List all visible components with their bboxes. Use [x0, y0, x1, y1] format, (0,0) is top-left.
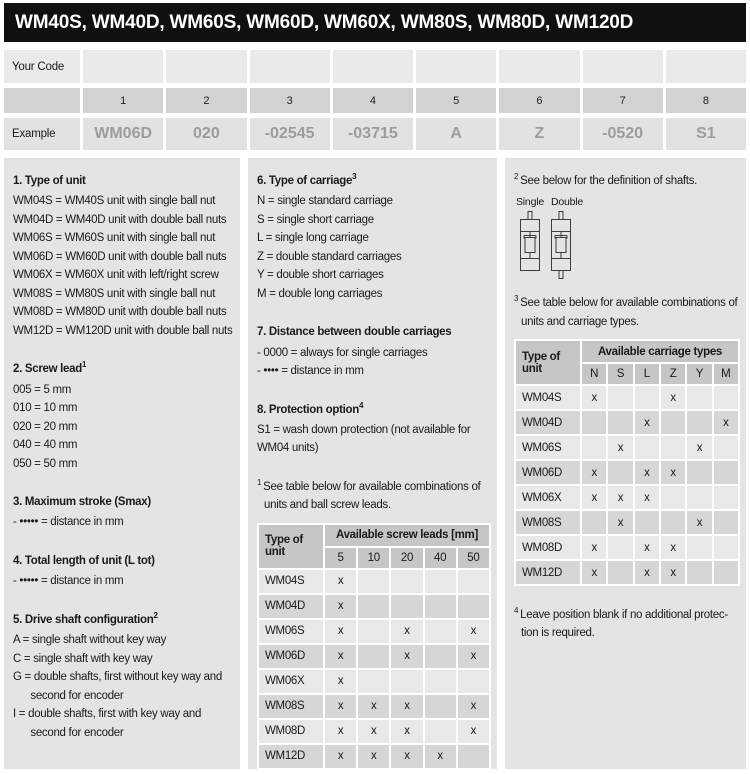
content-columns: [4, 158, 746, 769]
availability-mark: x: [391, 745, 422, 768]
availability-empty-cell: [391, 595, 422, 618]
position-row-spacer: [4, 88, 80, 113]
availability-mark: x: [391, 645, 422, 668]
ordering-code-table: [4, 50, 746, 150]
section-4-heading: 4. Total length of unit (L tot): [13, 554, 155, 567]
position-number-cell: 3: [250, 88, 330, 113]
availability-empty-cell: [358, 595, 389, 618]
position-number-cell: 5: [416, 88, 496, 113]
availability-mark: x: [714, 411, 738, 434]
your-code-blank-cell: [83, 50, 163, 83]
double-shaft-label: Double: [551, 196, 584, 209]
footnote-1: $^1$ See table below for available combinations of units and ball screw leads.: [257, 477, 481, 512]
footnote-3: $^3$ See table below for available combinations of units and carriage types.: [514, 294, 738, 328]
protection-option-line: WM04 units): [257, 442, 319, 455]
carriage-type-line: Y = double short carriages: [257, 269, 384, 282]
availability-empty-cell: [661, 511, 685, 534]
section-7-heading: 7. Distance between double carriages: [257, 326, 452, 339]
your-code-label: Your Code: [4, 50, 80, 83]
column-header: 10: [358, 548, 389, 568]
screw-lead-line: 010 = 10 mm: [13, 402, 78, 415]
availability-empty-cell: [358, 570, 389, 593]
page-title-bar: [4, 3, 746, 42]
unit-type-line: WM12D = WM120D unit with double ball nuts: [13, 324, 233, 337]
double-shaft-figure: [549, 210, 573, 280]
carriage-distance-line: - •••• = distance in mm: [257, 365, 364, 378]
availability-empty-cell: [582, 511, 606, 534]
availability-mark: x: [325, 570, 356, 593]
column-header: 40: [425, 548, 456, 568]
section-8-heading: 8. Protection option$^4$: [257, 400, 364, 416]
table-row: [259, 595, 489, 618]
availability-empty-cell: [425, 620, 456, 643]
screw-lead-line: 005 = 5 mm: [13, 383, 72, 396]
column-header: N: [582, 364, 606, 384]
single-shaft-figure: [518, 210, 542, 280]
column-header: 50: [458, 548, 489, 568]
availability-empty-cell: [687, 461, 711, 484]
availability-mark: x: [661, 536, 685, 559]
availability-empty-cell: [714, 461, 738, 484]
section-screw-lead: [13, 356, 234, 473]
screw-lead-line: 050 = 50 mm: [13, 457, 78, 470]
example-value-cell: Z: [499, 118, 579, 150]
unit-name-cell: WM06S: [516, 436, 580, 459]
section-1-heading: 1. Type of unit: [13, 174, 86, 187]
availability-empty-cell: [714, 486, 738, 509]
availability-mark: x: [358, 720, 389, 743]
unit-name-cell: WM06S: [259, 620, 323, 643]
availability-empty-cell: [687, 536, 711, 559]
unit-name-cell: WM04D: [516, 411, 580, 434]
availability-mark: x: [582, 386, 606, 409]
your-code-blank-cell: [166, 50, 246, 83]
table-row: [259, 720, 489, 743]
your-code-blank-cell: [499, 50, 579, 83]
total-length-line: - ••••• = distance in mm: [13, 575, 124, 588]
unit-name-cell: WM08S: [516, 511, 580, 534]
availability-empty-cell: [635, 386, 659, 409]
your-code-blank-cell: [583, 50, 663, 83]
availability-empty-cell: [358, 670, 389, 693]
unit-type-line: WM04S = WM40S unit with single ball nut: [13, 195, 216, 208]
position-number-cell: 8: [666, 88, 746, 113]
example-value-cell: -0520: [583, 118, 663, 150]
table-row: [516, 386, 738, 409]
availability-mark: x: [582, 561, 606, 584]
column-header: L: [635, 364, 659, 384]
drive-shaft-line: I = double shafts, first with key way and: [13, 708, 202, 721]
availability-mark: x: [635, 461, 659, 484]
example-row: [4, 118, 746, 150]
availability-mark: x: [582, 536, 606, 559]
unit-name-cell: WM06D: [259, 645, 323, 668]
availability-empty-cell: [687, 411, 711, 434]
availability-empty-cell: [608, 536, 632, 559]
table-row: [259, 570, 489, 593]
section-carriage-distance: [257, 319, 491, 380]
carriage-types-table: [514, 339, 740, 586]
availability-empty-cell: [635, 511, 659, 534]
column-header: Y: [687, 364, 711, 384]
your-code-blank-cell: [666, 50, 746, 83]
section-max-stroke: [13, 489, 234, 532]
availability-empty-cell: [582, 411, 606, 434]
unit-name-cell: WM06D: [516, 461, 580, 484]
table-row: [516, 436, 738, 459]
carriage-distance-line: - 0000 = always for single carriages: [257, 346, 428, 359]
unit-name-cell: WM06X: [516, 486, 580, 509]
availability-mark: x: [391, 695, 422, 718]
column-header: 20: [391, 548, 422, 568]
unit-name-cell: WM04D: [259, 595, 323, 618]
panel-middle: [248, 158, 497, 769]
availability-mark: x: [325, 720, 356, 743]
carriage-type-line: M = double long carriages: [257, 287, 383, 300]
unit-type-line: WM06X = WM60X unit with left/right screw: [13, 269, 219, 282]
availability-empty-cell: [425, 595, 456, 618]
availability-mark: x: [635, 486, 659, 509]
example-value-cell: 020: [166, 118, 246, 150]
availability-mark: x: [661, 561, 685, 584]
section-3-heading: 3. Maximum stroke (Smax): [13, 495, 151, 508]
availability-empty-cell: [661, 411, 685, 434]
table-row: [516, 486, 738, 509]
unit-type-line: WM08D = WM80D unit with double ball nuts: [13, 306, 227, 319]
availability-mark: x: [635, 561, 659, 584]
your-code-blank-cell: [333, 50, 413, 83]
unit-type-line: WM04D = WM40D unit with double ball nuts: [13, 213, 227, 226]
availability-mark: x: [391, 720, 422, 743]
availability-mark: x: [325, 645, 356, 668]
footnote-4: $^4$ Leave position blank if no additional protection is required.: [514, 606, 729, 640]
availability-empty-cell: [458, 745, 489, 768]
panel-right: [505, 158, 746, 769]
section-total-length: [13, 548, 234, 591]
carriage-type-line: Z = double standard carriages: [257, 250, 402, 263]
unit-name-cell: WM08D: [259, 720, 323, 743]
position-number-row: [4, 88, 746, 113]
availability-mark: x: [661, 386, 685, 409]
position-number-cell: 6: [499, 88, 579, 113]
availability-empty-cell: [714, 436, 738, 459]
position-number-cell: 2: [166, 88, 246, 113]
availability-mark: x: [425, 745, 456, 768]
availability-empty-cell: [458, 595, 489, 618]
availability-empty-cell: [425, 670, 456, 693]
availability-empty-cell: [425, 570, 456, 593]
availability-mark: x: [458, 720, 489, 743]
availability-empty-cell: [714, 561, 738, 584]
column-header: S: [608, 364, 632, 384]
position-number-cell: 1: [83, 88, 163, 113]
carriage-type-line: S = single short carriage: [257, 213, 374, 226]
unit-name-cell: WM12D: [259, 745, 323, 768]
your-code-blank-cell: [250, 50, 330, 83]
availability-empty-cell: [358, 645, 389, 668]
availability-mark: x: [325, 695, 356, 718]
carriage-type-line: L = single long carriage: [257, 232, 369, 245]
availability-empty-cell: [687, 561, 711, 584]
section-carriage-type: [257, 168, 491, 303]
availability-mark: x: [608, 511, 632, 534]
table-row: [259, 645, 489, 668]
max-stroke-line: - ••••• = distance in mm: [13, 516, 124, 529]
availability-empty-cell: [661, 486, 685, 509]
single-shaft-label: Single: [516, 196, 544, 209]
drive-shaft-line: C = single shaft with key way: [13, 652, 153, 665]
example-value-cell: S1: [666, 118, 746, 150]
table-row: [516, 561, 738, 584]
example-value-cell: A: [416, 118, 496, 150]
section-protection-option: [257, 397, 491, 458]
availability-empty-cell: [425, 645, 456, 668]
availability-empty-cell: [458, 670, 489, 693]
availability-mark: x: [325, 620, 356, 643]
column-header: M: [714, 364, 738, 384]
unit-type-line: WM08S = WM80S unit with single ball nut: [13, 287, 216, 300]
unit-name-cell: WM06X: [259, 670, 323, 693]
availability-mark: x: [687, 436, 711, 459]
column-header: 5: [325, 548, 356, 568]
availability-empty-cell: [425, 720, 456, 743]
table-row: [516, 511, 738, 534]
page-title: WM40S, WM40D, WM60S, WM60D, WM60X, WM80S, WM80D, WM120D: [15, 11, 634, 33]
carriage-type-line: N = single standard carriage: [257, 195, 393, 208]
availability-empty-cell: [358, 620, 389, 643]
type-of-unit-header: Type of unit: [516, 341, 580, 384]
drive-shaft-line: second for encoder: [13, 726, 124, 739]
availability-mark: x: [582, 461, 606, 484]
section-5-heading: 5. Drive shaft configuration$^2$: [13, 610, 158, 626]
availability-empty-cell: [458, 570, 489, 593]
footnote-2: $^2$ See below for the definition of shafts.: [514, 172, 698, 187]
example-label: Example: [4, 118, 80, 150]
section-2-heading: 2. Screw lead$^1$: [13, 360, 87, 376]
screw-leads-table: [257, 523, 491, 769]
availability-mark: x: [358, 745, 389, 768]
panel-left: [4, 158, 240, 769]
table-row: [516, 536, 738, 559]
example-value-cell: -02545: [250, 118, 330, 150]
shaft-diagram: [514, 196, 740, 280]
availability-empty-cell: [608, 386, 632, 409]
availability-empty-cell: [608, 561, 632, 584]
drive-shaft-line: second for encoder: [13, 689, 124, 702]
availability-empty-cell: [687, 486, 711, 509]
unit-name-cell: WM04S: [259, 570, 323, 593]
availability-mark: x: [635, 411, 659, 434]
unit-type-line: WM06S = WM60S unit with single ball nut: [13, 232, 216, 245]
availability-empty-cell: [661, 436, 685, 459]
availability-empty-cell: [608, 461, 632, 484]
availability-empty-cell: [608, 411, 632, 434]
availability-mark: x: [358, 695, 389, 718]
drive-shaft-line: A = single shaft without key way: [13, 634, 167, 647]
availability-empty-cell: [391, 570, 422, 593]
availability-empty-cell: [687, 386, 711, 409]
availability-mark: x: [661, 461, 685, 484]
availability-mark: x: [325, 745, 356, 768]
position-number-cell: 4: [333, 88, 413, 113]
table-row: [516, 461, 738, 484]
availability-mark: x: [608, 436, 632, 459]
availability-mark: x: [458, 695, 489, 718]
screw-lead-line: 020 = 20 mm: [13, 420, 78, 433]
availability-empty-cell: [391, 670, 422, 693]
availability-mark: x: [458, 645, 489, 668]
availability-mark: x: [635, 536, 659, 559]
availability-empty-cell: [714, 536, 738, 559]
availability-mark: x: [582, 486, 606, 509]
table-row: [259, 695, 489, 718]
availability-empty-cell: [714, 386, 738, 409]
table-row: [516, 411, 738, 434]
unit-name-cell: WM08D: [516, 536, 580, 559]
availability-mark: x: [608, 486, 632, 509]
availability-mark: x: [325, 670, 356, 693]
protection-option-line: S1 = wash down protection (not available for: [257, 423, 471, 436]
section-6-heading: 6. Type of carriage$^3$: [257, 172, 357, 187]
table-row: [259, 670, 489, 693]
group-header: Available screw leads [mm]: [325, 525, 489, 546]
availability-mark: x: [325, 595, 356, 618]
screw-lead-line: 040 = 40 mm: [13, 439, 78, 452]
availability-empty-cell: [582, 436, 606, 459]
your-code-blank-cell: [416, 50, 496, 83]
table-row: [259, 745, 489, 768]
example-value-cell: -03715: [333, 118, 413, 150]
unit-name-cell: WM04S: [516, 386, 580, 409]
shaft-diagram-labels: [516, 196, 740, 208]
availability-mark: x: [687, 511, 711, 534]
column-header: Z: [661, 364, 685, 384]
availability-empty-cell: [635, 436, 659, 459]
position-number-cell: 7: [583, 88, 663, 113]
example-value-cell: WM06D: [83, 118, 163, 150]
availability-mark: x: [458, 620, 489, 643]
section-drive-shaft: [13, 607, 234, 742]
drive-shaft-line: G = double shafts, first without key way and: [13, 671, 222, 684]
group-header: Available carriage types: [582, 341, 738, 362]
unit-type-line: WM06D = WM60D unit with double ball nuts: [13, 250, 227, 263]
unit-name-cell: WM08S: [259, 695, 323, 718]
unit-name-cell: WM12D: [516, 561, 580, 584]
table-row: [259, 620, 489, 643]
availability-mark: x: [391, 620, 422, 643]
your-code-row: [4, 50, 746, 83]
section-type-of-unit: [13, 168, 234, 340]
availability-empty-cell: [425, 695, 456, 718]
availability-empty-cell: [714, 511, 738, 534]
type-of-unit-header: Type of unit: [259, 525, 323, 568]
